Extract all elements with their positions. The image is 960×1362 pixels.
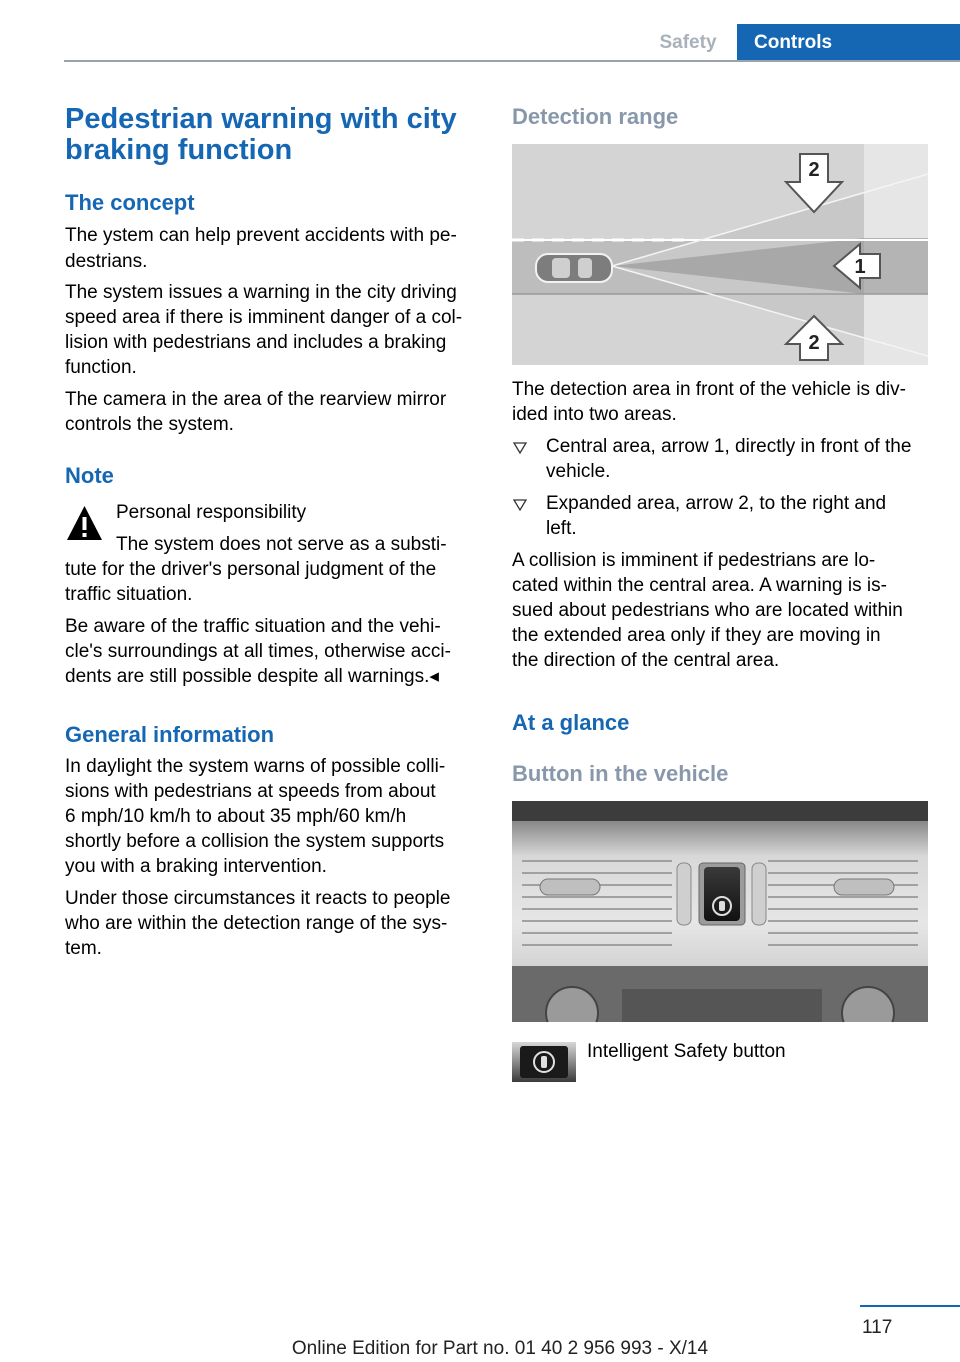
note-text: The system does not serve as a substi‐ xyxy=(116,534,447,555)
label-1: 1 xyxy=(854,256,866,278)
detection-text: ided into two areas. xyxy=(512,404,677,425)
car-icon xyxy=(536,254,612,282)
tab-safety[interactable]: Safety xyxy=(659,32,717,53)
bullet-item: Expanded area, arrow 2, to the right and xyxy=(546,493,887,514)
label-2-bottom: 2 xyxy=(808,332,820,354)
heading-concept: The concept xyxy=(65,190,195,215)
bullet-triangle-icon xyxy=(512,497,528,513)
heading-note: Note xyxy=(65,463,114,488)
concept-text: The ystem can help prevent accidents with pe‐ xyxy=(65,225,457,246)
general-text: shortly before a collision the system supports xyxy=(65,831,445,852)
detection-text: The detection area in front of the vehicle is div‐ xyxy=(512,379,906,400)
note-text: dents are still possible despite all warnings.◂ xyxy=(65,666,439,687)
heading-detection-range: Detection range xyxy=(512,104,679,129)
page-title-line2: braking function xyxy=(65,134,293,166)
button-caption: Intelligent Safety button xyxy=(587,1041,786,1062)
note-text: Personal responsibility xyxy=(116,502,307,523)
vehicle-button-photo xyxy=(512,801,928,1022)
detection-text: the extended area only if they are moving in xyxy=(512,625,881,646)
detection-range-diagram xyxy=(512,144,928,365)
bullet-triangle-icon xyxy=(512,440,528,456)
concept-text: lision with pedestrians and includes a braking xyxy=(65,332,447,353)
warning-icon xyxy=(65,503,104,543)
header-rule xyxy=(64,60,960,62)
tab-controls[interactable]: Controls xyxy=(737,24,960,62)
general-text: sions with pedestrians at speeds from about xyxy=(65,781,436,802)
detection-text: cated within the central area. A warning is is‐ xyxy=(512,575,887,596)
note-text: traffic situation. xyxy=(65,584,193,605)
general-text: In daylight the system warns of possible colli‐ xyxy=(65,756,446,777)
detection-text: sued about pedestrians who are located within xyxy=(512,600,903,621)
detection-text: A collision is imminent if pedestrians are lo‐ xyxy=(512,550,876,571)
heading-at-a-glance: At a glance xyxy=(512,710,630,735)
general-text: you with a braking intervention. xyxy=(65,856,327,877)
bullet-item: vehicle. xyxy=(546,461,611,482)
concept-text: destrians. xyxy=(65,251,148,272)
detection-text: the direction of the central area. xyxy=(512,650,780,671)
bullet-item: left. xyxy=(546,518,577,539)
concept-text: The system issues a warning in the city driving xyxy=(65,282,457,303)
general-text: who are within the detection range of the sys‐ xyxy=(65,913,448,934)
concept-text: controls the system. xyxy=(65,414,234,435)
concept-text: function. xyxy=(65,357,137,378)
general-text: 6 mph/10 km/h to about 35 mph/60 km/h xyxy=(65,806,407,827)
bullet-item: Central area, arrow 1, directly in front of the xyxy=(546,436,912,457)
note-text: cle's surroundings at all times, otherwise acci‐ xyxy=(65,641,451,662)
page-title-line1: Pedestrian warning with city xyxy=(65,103,457,135)
footer-edition: Online Edition for Part no. 01 40 2 956 993 - X/14 xyxy=(291,1338,709,1359)
note-text: tute for the driver's personal judgment of the xyxy=(65,559,437,580)
general-text: tem. xyxy=(65,938,102,959)
concept-text: The camera in the area of the rearview mirror xyxy=(65,389,447,410)
note-text: Be aware of the traffic situation and the vehi‐ xyxy=(65,616,441,637)
footer-rule xyxy=(860,1305,960,1307)
page-number: 117 xyxy=(862,1317,893,1338)
concept-text: speed area if there is imminent danger of a col‐ xyxy=(65,307,463,328)
intelligent-safety-button-icon xyxy=(512,1042,576,1082)
general-text: Under those circumstances it reacts to people xyxy=(65,888,451,909)
label-2-top: 2 xyxy=(808,159,820,181)
heading-general: General information xyxy=(65,722,275,747)
heading-button-in-vehicle: Button in the vehicle xyxy=(512,761,729,786)
